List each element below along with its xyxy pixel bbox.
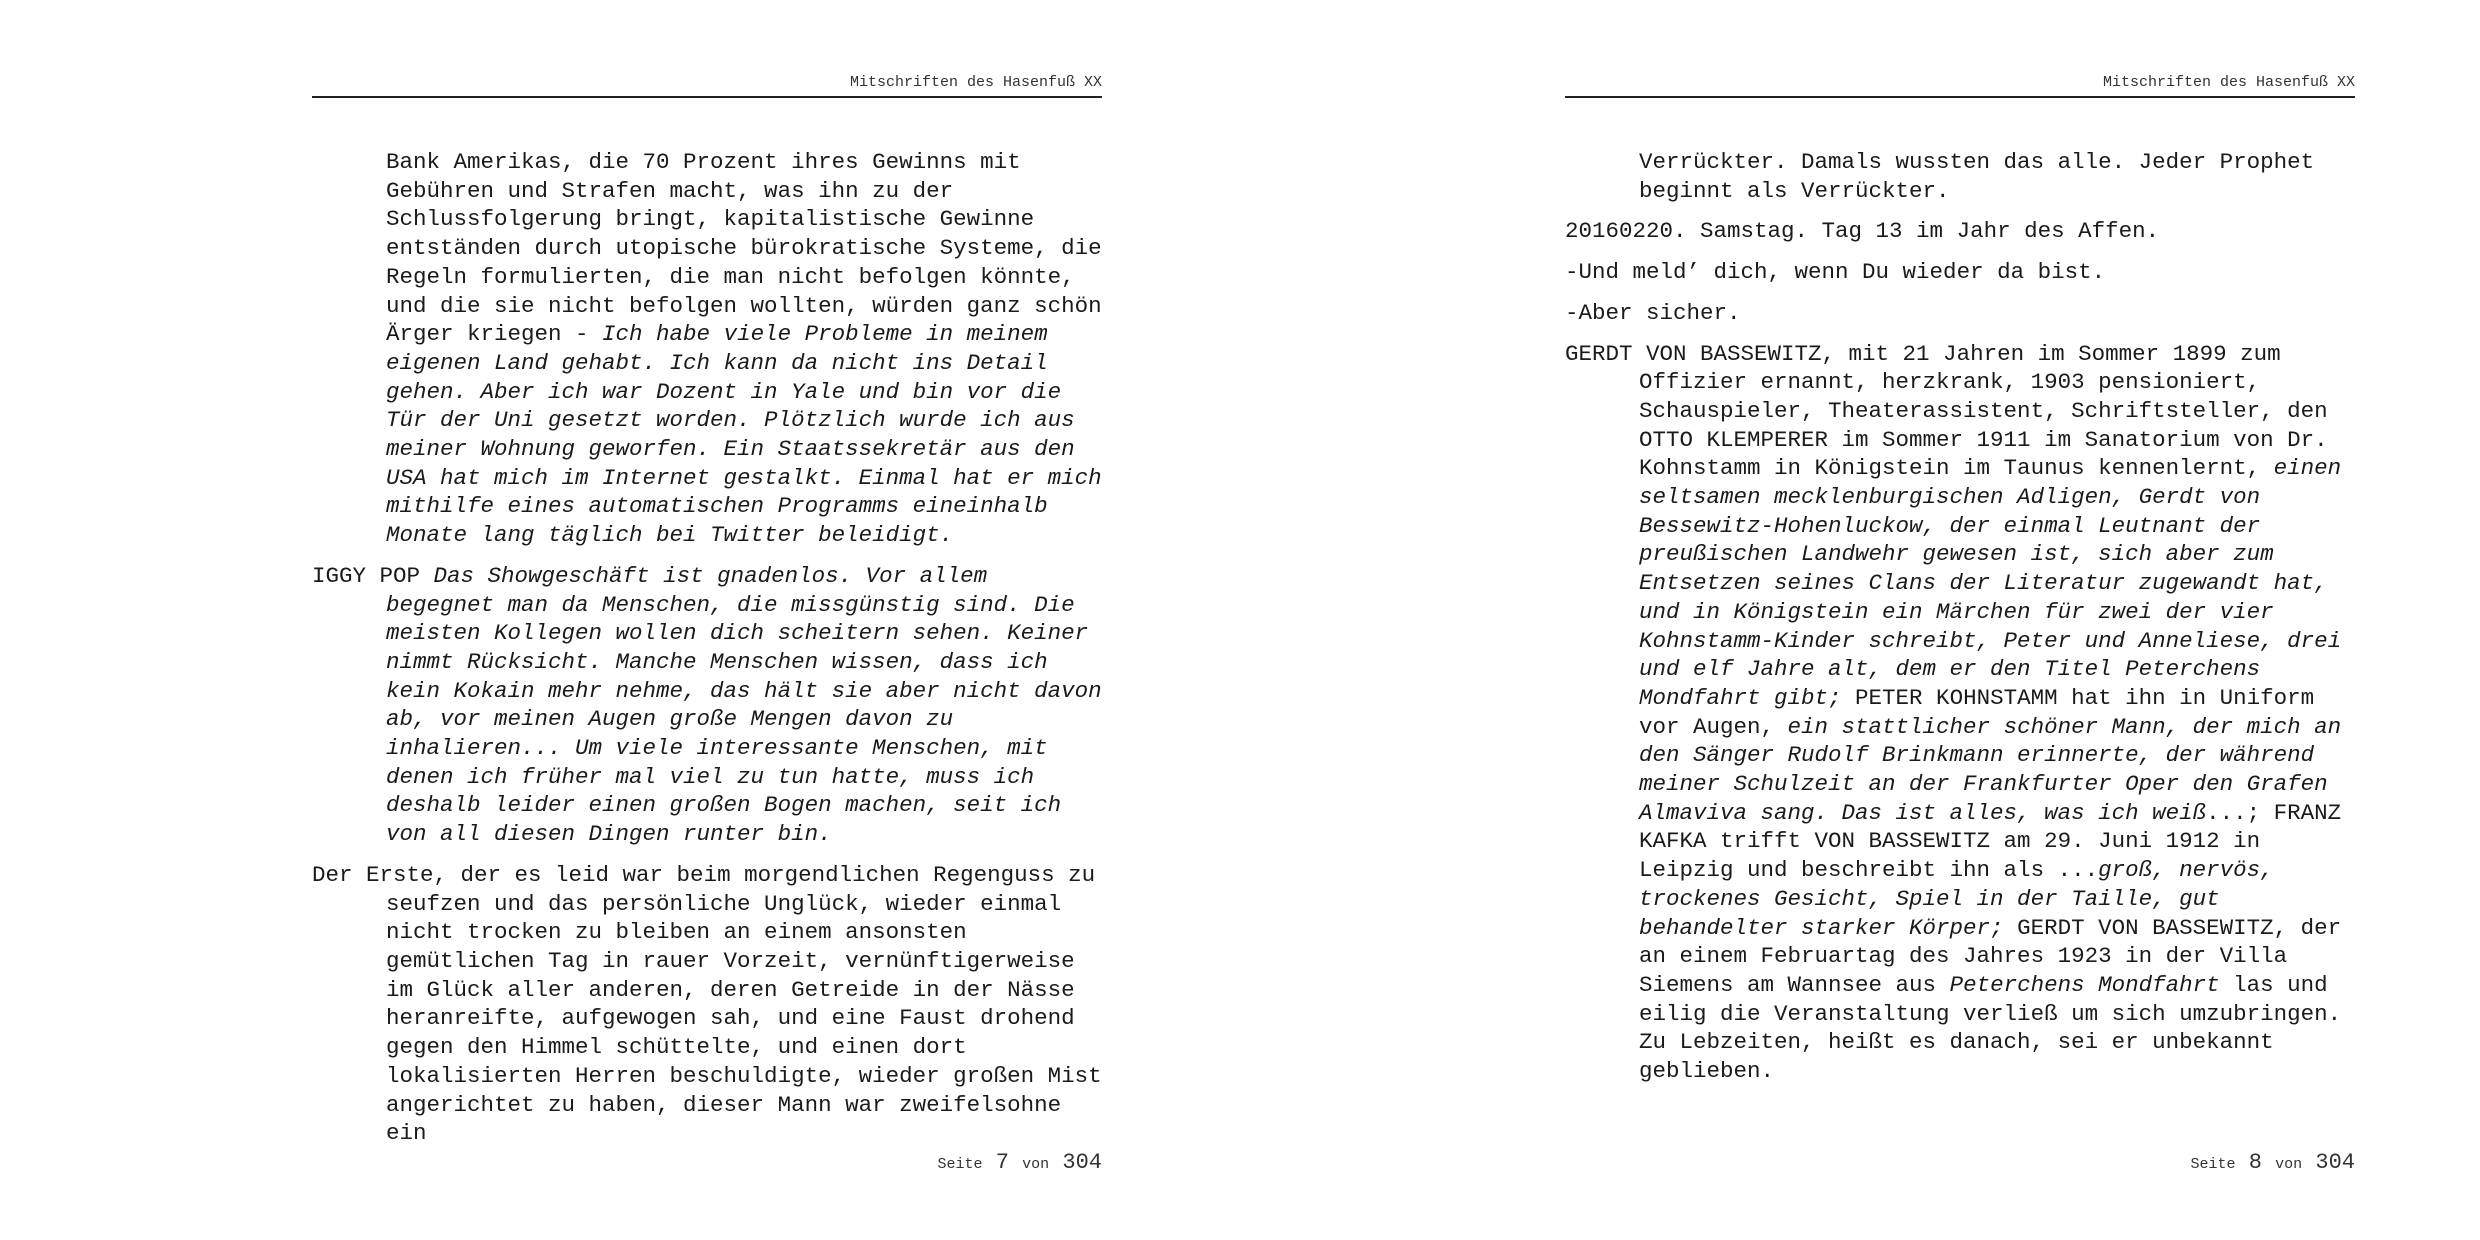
italic-text-run: Peterchens Mondfahrt [1949, 971, 2220, 998]
current-page: 8 [2248, 1150, 2262, 1175]
text-run: 20160220. Samstag. Tag 13 im Jahr des Affen. [1565, 218, 2160, 245]
paragraph [1565, 340, 2355, 1086]
page-separator: von [1022, 1156, 1050, 1173]
page-number [2191, 1150, 2355, 1178]
page-right [1565, 0, 2355, 1240]
text-run: Verrückter. Damals wussten das alle. Jeder Prophet beginnt als Verrückter. [1639, 149, 2315, 204]
paragraph [1565, 217, 2355, 246]
text-run: PETER KOHNSTAMM hat ihn in Uniform vor Augen, [1639, 684, 2315, 740]
paragraph [1565, 258, 2355, 287]
text-run: GERDT VON BASSEWITZ, mit 21 Jahren im Sommer 1899 zum Offizier ernannt, herzkrank, 1903 pensioniert, Schauspieler, Theaterassistent, Schriftsteller, den OTTO KLEMPERER im Sommer 1911 im Sanatorium von Dr. Kohnstamm in Königstein im Taunus kennenlernt, [1565, 340, 2328, 482]
italic-text-run: einen seltsamen mecklenburgischen Adligen, Gerdt von Bessewitz-Hohenluckow, der einmal Leutnant der preußischen Landwehr gewesen ist, sich aber zum Entsetzen seines Clans der Literatur zugewandt hat, und in Königstein ein Märchen für zwei der vier Kohnstamm-Kinder schreibt, Peter und Anneliese, drei und elf Jahre alt, dem er den Titel Peterchens Mondfahrt gibt; [1639, 455, 2342, 711]
paragraph [1565, 299, 2355, 328]
page-number [938, 1150, 1102, 1178]
page-label: Seite [937, 1156, 983, 1173]
italic-text-run: groß, nervös, trockenes Gesicht, Spiel in der Taille, gut behandelter starker Körper; [1639, 857, 2274, 941]
page-left [312, 0, 1102, 1240]
text-run: -Aber sicher. [1565, 299, 1741, 326]
running-header: Mitschriften des Hasenfuß XX [312, 72, 1102, 98]
page-body [1565, 148, 2355, 1098]
running-header: Mitschriften des Hasenfuß XX [1565, 72, 2355, 98]
text-run: Der Erste, der es leid war beim morgendlichen Regenguss zu seufzen und das persönliche Unglück, wieder einmal nicht trocken zu bleiben an einem ansonsten gemütlichen Tag in rauer Vorzeit, vernünftigerweise im Glück aller anderen, deren Getreide in der Nässe heranreifte, aufgewogen sah, und eine Faust drohend gegen den Himmel schüttelte, und einen dort lokalisierten Herren beschuldigte, wieder großen Mist angerichtet zu haben, dieser Mann war zweifelsohne ein [312, 861, 1102, 1147]
total-pages: 304 [2315, 1150, 2355, 1175]
paragraph [1565, 148, 2355, 205]
italic-text-run: Ich habe viele Probleme in meinem eigenen Land gehabt. Ich kann da nicht ins Detail gehen. Aber ich war Dozent in Yale und bin vor die Tür der Uni gesetzt worden. Plötzlich wurde ich aus meiner Wohnung geworfen. Ein Staatssekretär aus den USA hat mich im Internet gestalkt. Einmal hat er mich mithilfe eines automatischen Programms eineinhalb Monate lang täglich bei Twitter beleidigt. [386, 321, 1102, 549]
text-run: -Und meld’ dich, wenn Du wieder da bist. [1565, 259, 2106, 286]
total-pages: 304 [1062, 1150, 1102, 1175]
text-run: IGGY POP [312, 562, 434, 589]
paragraph [312, 861, 1102, 1148]
text-run: Bank Amerikas, die 70 Prozent ihres Gewinns mit Gebühren und Strafen macht, was ihn zu der Schlussfolgerung bringt, kapitalistische Gewinne entständen durch utopische bürokratische Systeme, die Regeln formulierten, die man nicht befolgen könnte, und die sie nicht befolgen wollten, würden ganz schön Ärger kriegen - [386, 149, 1102, 348]
text-run: GERDT VON BASSEWITZ, der an einem Februartag des Jahres 1923 in der Villa Siemens am Wannsee aus [1639, 914, 2342, 998]
current-page: 7 [995, 1150, 1009, 1175]
text-run: ...; FRANZ KAFKA trifft VON BASSEWITZ am 29. Juni 1912 in Leipzig und beschreibt ihn als ... [1639, 799, 2342, 884]
paragraph [312, 148, 1102, 550]
text-run: las und eilig die Veranstaltung verließ um sich umzubringen. Zu Lebzeiten, heißt es danach, sei er unbekannt geblieben. [1639, 971, 2342, 1085]
page-label: Seite [2190, 1156, 2236, 1173]
italic-text-run: Das Showgeschäft ist gnadenlos. Vor allem begegnet man da Menschen, die missgünstig sind. Die meisten Kollegen wollen dich scheitern sehen. Keiner nimmt Rücksicht. Manche Menschen wissen, dass ich kein Kokain mehr nehme, das hält sie aber nicht davon ab, vor meinen Augen große Mengen davon zu inhalieren... Um viele interessante Menschen, mit denen ich früher mal viel zu tun hatte, muss ich deshalb leider einen großen Bogen machen, seit ich von all diesen Dingen runter bin. [386, 562, 1102, 848]
page-separator: von [2275, 1156, 2303, 1173]
page-body [312, 148, 1102, 1160]
paragraph [312, 562, 1102, 849]
italic-text-run: ein stattlicher schöner Mann, der mich an den Sänger Rudolf Brinkmann erinnerte, der während meiner Schulzeit an der Frankfurter Oper den Grafen Almaviva sang. Das ist alles, was ich weiß [1639, 713, 2342, 826]
